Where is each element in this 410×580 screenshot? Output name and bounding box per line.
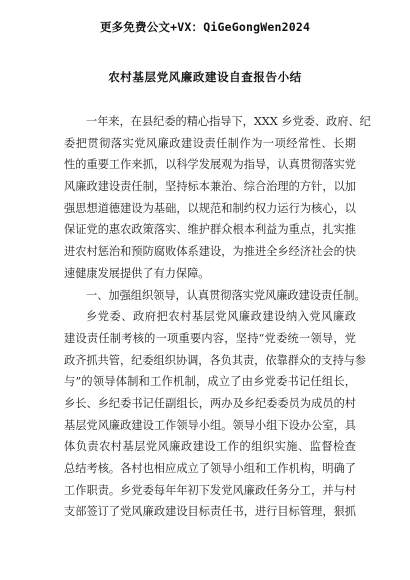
body-line: 乡党委、政府把农村基层党风廉政建设纳入党风廉政 <box>86 310 356 324</box>
body-line: 支部签订了党风廉政建设目标责任书，进行目标管理，狠抓 <box>64 505 356 519</box>
body-line: 委把贯彻落实党风廉政建设责任制作为一项经常性、长期 <box>64 136 356 150</box>
document-title: 农村基层党风廉政建设自查报告小结 <box>108 70 302 84</box>
body-line: 一年来，在县纪委的精心指导下，XXX 乡党委、政府、纪 <box>86 115 371 128</box>
body-line: 工作职责。乡党委每年年初下发党风廉政任务分工，并与村 <box>64 483 356 497</box>
body-line: 基层党风廉政建设工作领导小组。领导小组下设办公室，具 <box>64 418 356 432</box>
body-line: 总结考核。各村也相应成立了领导小组和工作机构，明确了 <box>64 462 356 475</box>
body-line: 与”的领导体制和工作机制，成立了由乡党委书记任组长， <box>64 375 356 389</box>
body-line: 进农村惩治和预防腐败体系建设，为推进全乡经济社会的快 <box>64 245 356 259</box>
body-line: 建设责任制考核的一项重要内容，坚持“党委统一领导，党 <box>64 331 356 345</box>
body-line: 速健康发展提供了有力保障。 <box>64 266 210 280</box>
body-line: 风廉政建设责任制，坚持标本兼治、综合治理的方针，以加 <box>64 180 356 194</box>
promo-header: 更多免费公文+VX：QiGeGongWen2024 <box>99 20 311 34</box>
section-heading: 一、加强组织领导，认真贯彻落实党风廉政建设责任制。 <box>86 288 366 302</box>
body-line: 保证党的惠农政策落实、维护群众根本利益为重点，扎实推 <box>64 223 356 237</box>
body-line: 体负责农村基层党风廉政建设工作的组织实施、监督检查 <box>64 440 356 454</box>
document-body <box>64 111 371 523</box>
body-line: 性的重要工作来抓，以科学发展观为指导，认真贯彻落实党 <box>64 158 356 172</box>
body-line: 政齐抓共管，纪委组织协调，各负其责，依靠群众的支持与参 <box>64 353 367 367</box>
body-line: 强思想道德建设为基础，以规范和制约权力运行为核心，以 <box>64 201 356 215</box>
body-line: 乡长、乡纪委书记任副组长，两办及乡纪委委员为成员的村 <box>64 396 356 410</box>
